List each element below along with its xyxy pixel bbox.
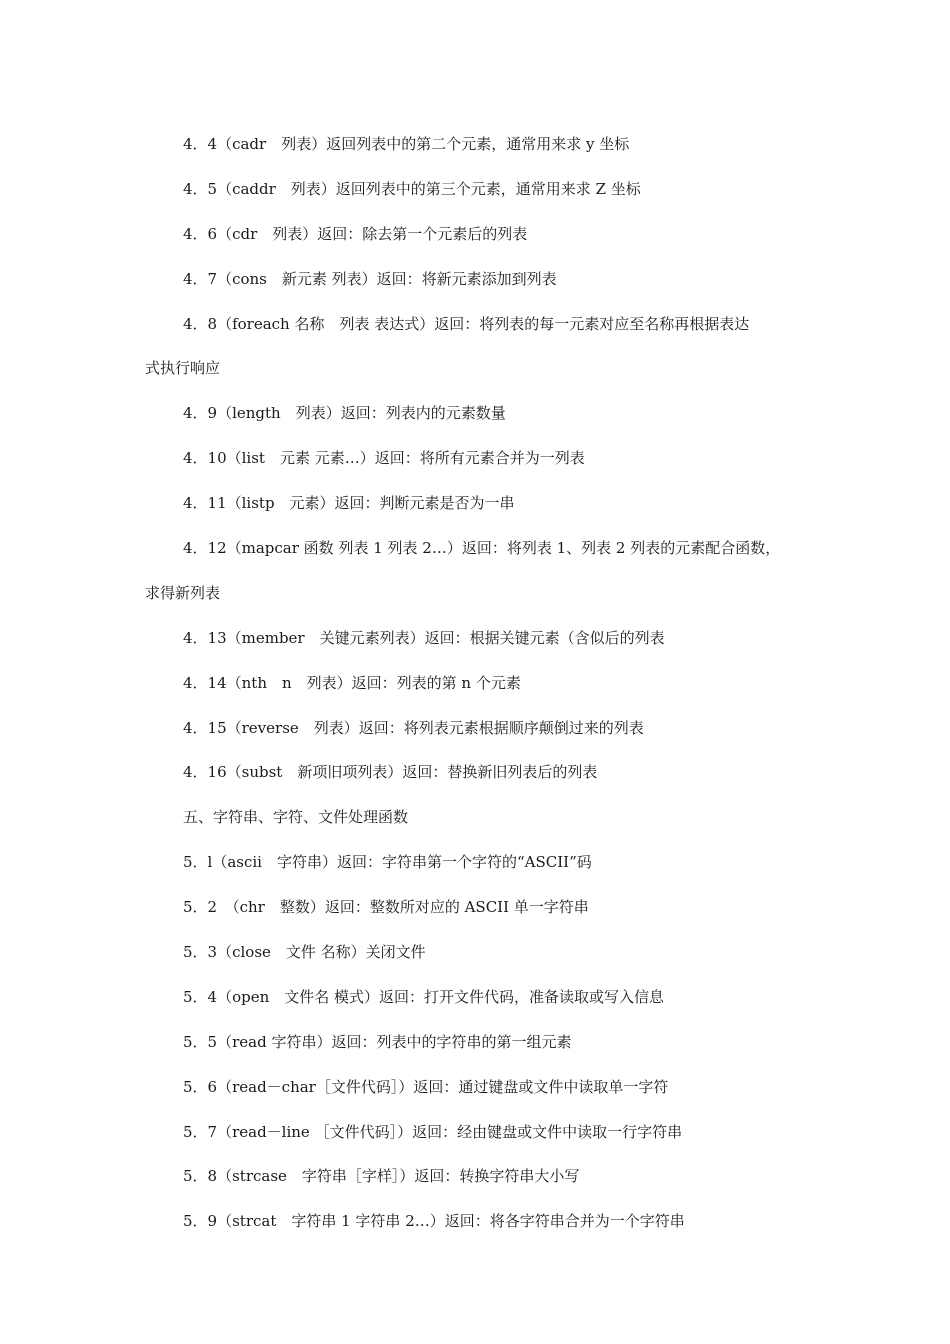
- text-line: 4．11（listp 元素）返回：判断元素是否为一串: [183, 494, 515, 513]
- text-line-continuation: 式执行响应: [145, 359, 221, 378]
- text-line: 4．9（length 列表）返回：列表内的元素数量: [183, 404, 506, 423]
- document-body: [145, 122, 810, 1244]
- text-line: 5．6（read－char［文件代码］）返回：通过键盘或文件中读取单一字符: [183, 1077, 669, 1096]
- text-line: 4．10（list 元素 元素…）返回：将所有元素合并为一列表: [183, 449, 585, 468]
- text-line: 4．7（cons 新元素 列表）返回：将新元素添加到列表: [183, 269, 557, 288]
- text-line: 5．9（strcat 字符串 1 字符串 2…）返回：将各字符串合并为一个字符串: [183, 1212, 685, 1231]
- text-line: 4．14（nth n 列表）返回：列表的第 n 个元素: [183, 673, 521, 692]
- section-heading: 五、字符串、字符、文件处理函数: [183, 808, 409, 827]
- text-line-continuation: 求得新列表: [145, 583, 221, 602]
- text-line: 4．5（caddr 列表）返回列表中的第三个元素，通常用来求 Z 坐标: [183, 179, 641, 198]
- text-line: 4．15（reverse 列表）返回：将列表元素根据顺序颠倒过来的列表: [183, 718, 644, 737]
- text-line: 5．3（close 文件 名称）关闭文件: [183, 943, 426, 962]
- text-line: 5．8（strcase 字符串［字样］）返回：转换字符串大小写: [183, 1167, 580, 1186]
- text-line: 5．5（read 字符串）返回：列表中的字符串的第一组元素: [183, 1032, 572, 1051]
- text-line: 4．4（cadr 列表）返回列表中的第二个元素，通常用来求 y 坐标: [183, 135, 630, 153]
- text-line: 4．16（subst 新项旧项列表）返回：替换新旧列表后的列表: [183, 763, 598, 782]
- text-line: 4．8（foreach 名称 列表 表达式）返回：将列表的每一元素对应至名称再根据表达: [183, 314, 750, 333]
- text-line: 5．l（ascii 字符串）返回：字符串第一个字符的“ASCII”码: [183, 853, 592, 872]
- text-line: 4．13（member 关键元素列表）返回：根据关键元素（含似后的列表: [183, 628, 665, 647]
- text-line: 4．6（cdr 列表）返回：除去第一个元素后的列表: [183, 224, 528, 243]
- text-line: 4．12（mapcar 函数 列表 1 列表 2…）返回：将列表 1、列表 2 列表的元素配合函数，: [183, 539, 781, 558]
- text-line: 5．4（open 文件名 模式）返回：打开文件代码，准备读取或写入信息: [183, 987, 665, 1006]
- text-line: 5．7（read－line ［文件代码］）返回：经由键盘或文件中读取一行字符串: [183, 1122, 683, 1141]
- text-line: 5．2 （chr 整数）返回：整数所对应的 ASCII 单一字符串: [183, 898, 589, 917]
